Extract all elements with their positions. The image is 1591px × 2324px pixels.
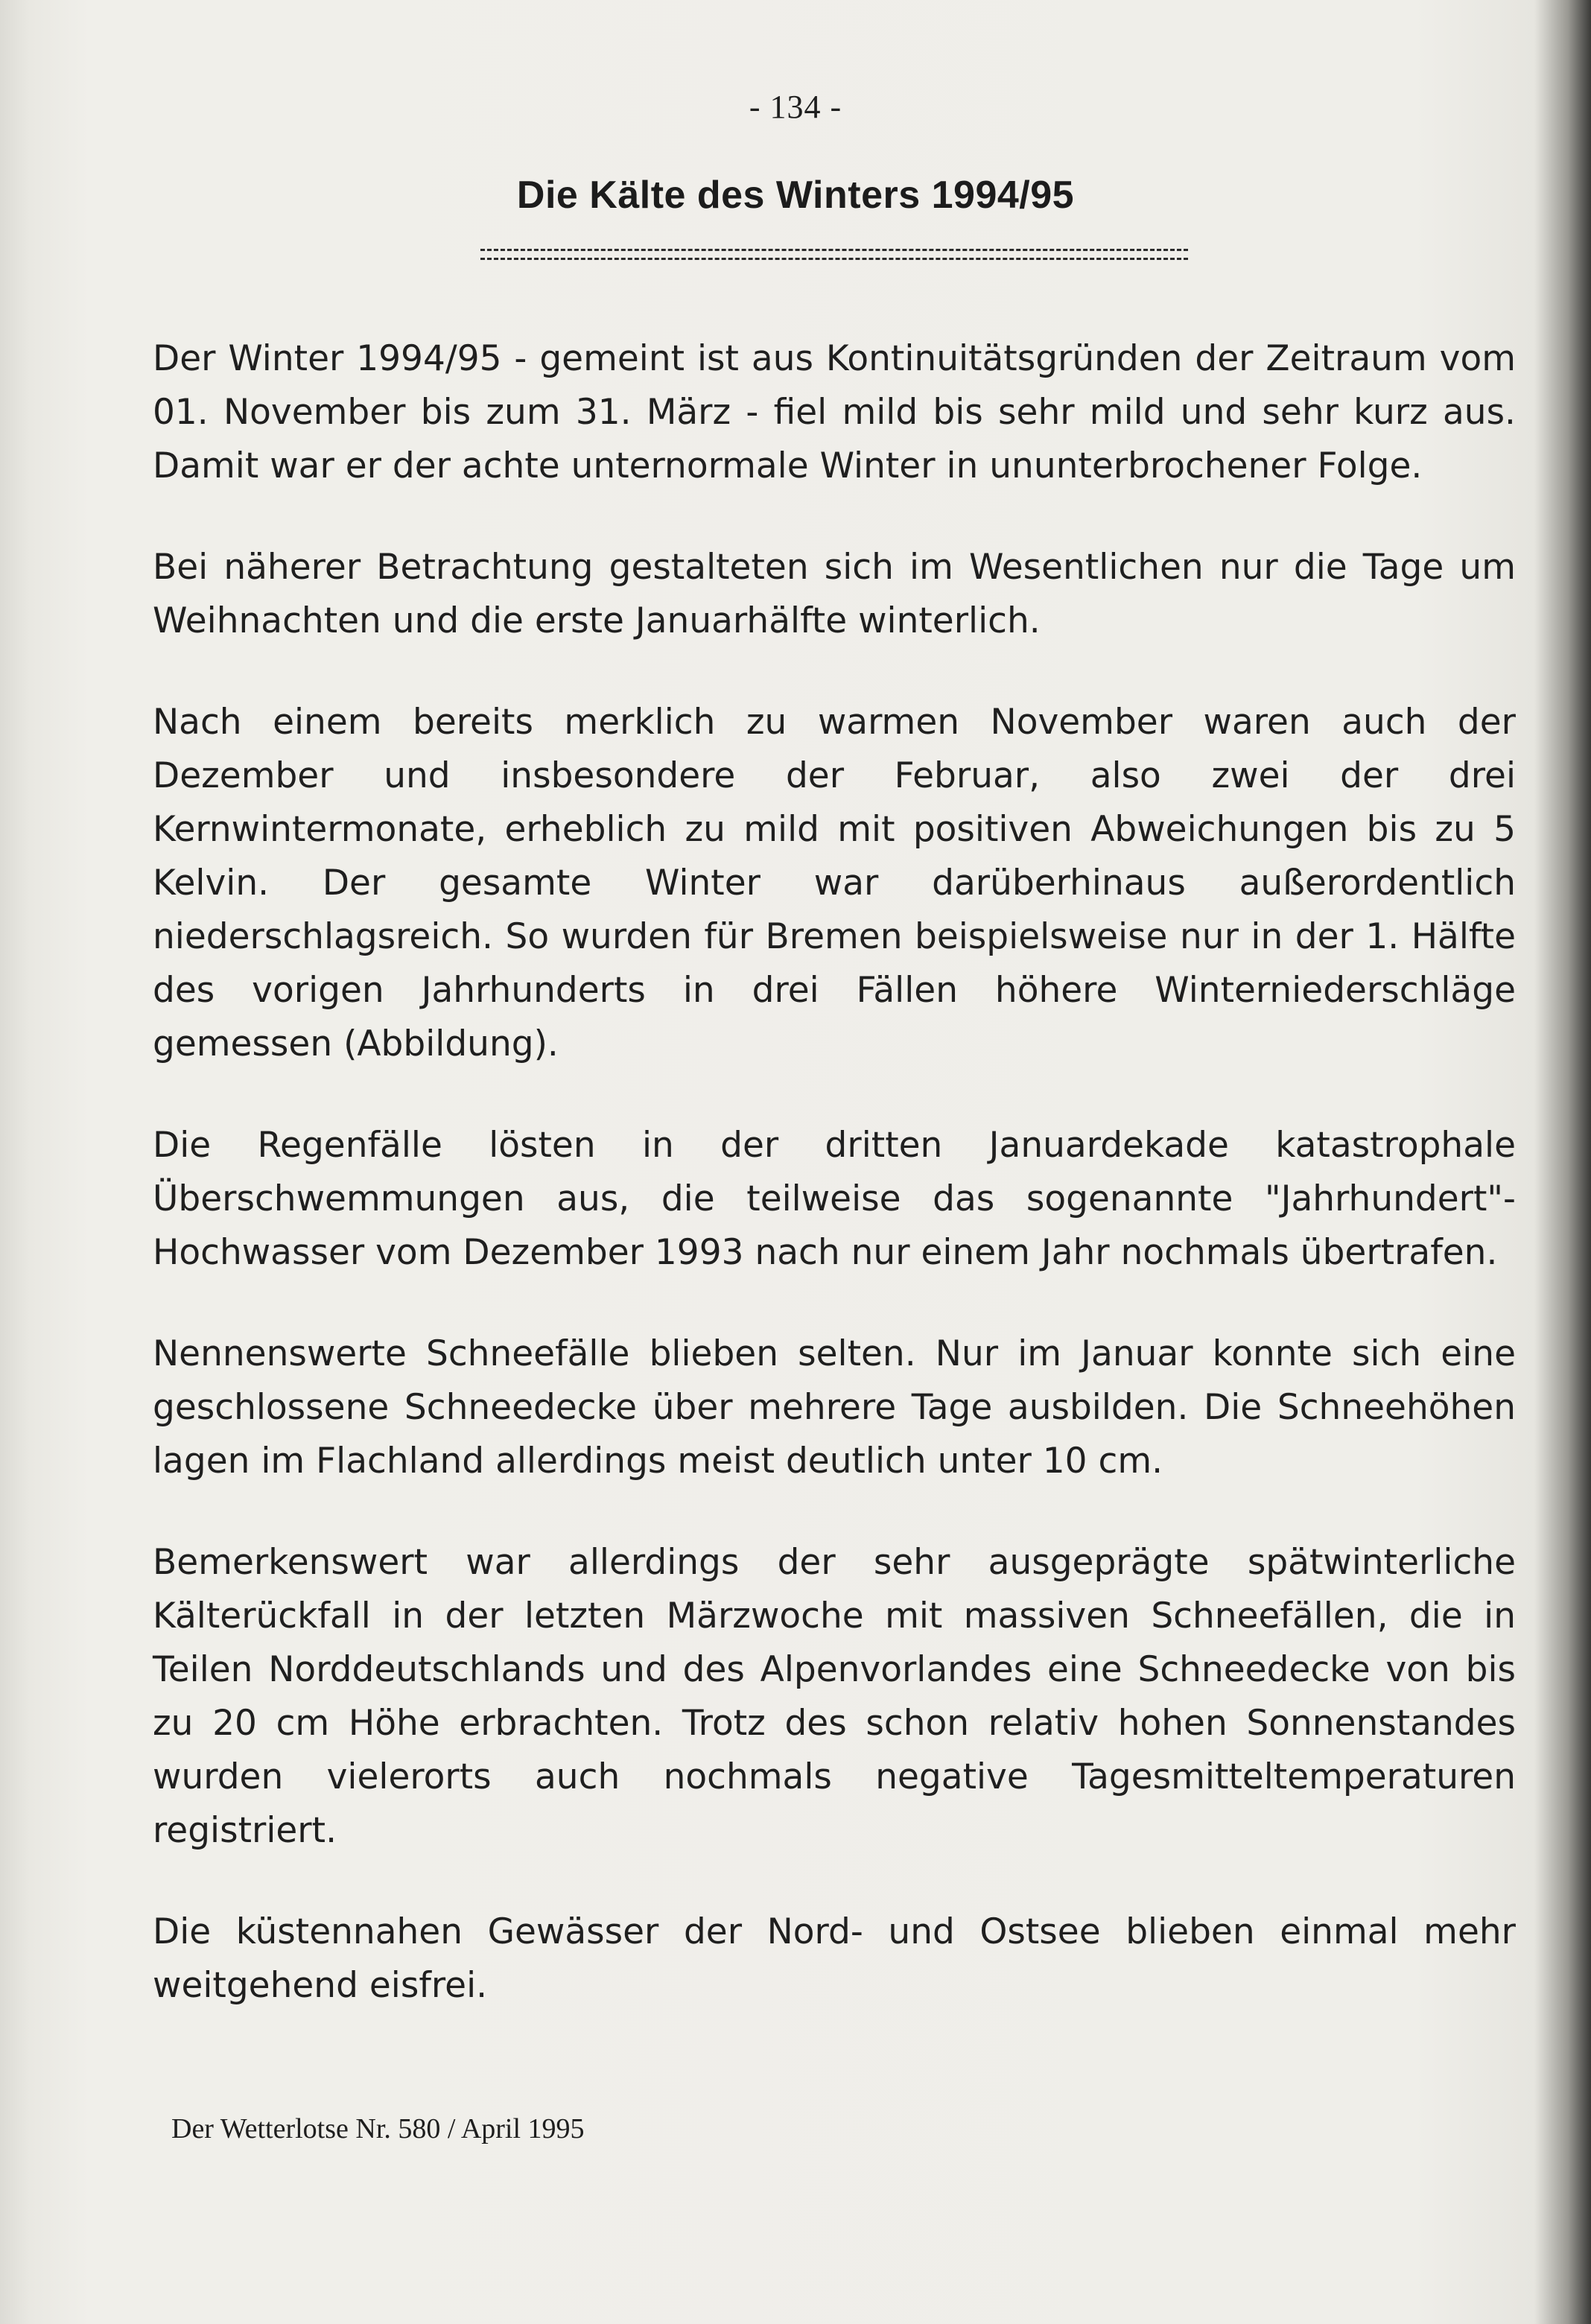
paragraph: Die küstennahen Gewässer der Nord- und Ostsee blieben einmal mehr weitgehend eisfrei.: [153, 1911, 1516, 2006]
page-number: - 134 -: [749, 89, 842, 125]
paragraph: Die Regenfälle lösten in der dritten Januardekade katastrophale Überschwemmungen aus, die teilweise das sogenannte "Jahrhundert"-Hochwasser vom Dezember 1993 nach nur einem Jahr nochmals übertrafen.: [153, 1125, 1516, 1273]
paragraph: Nach einem bereits merklich zu warmen November waren auch der Dezember und insbesondere der Februar, also zwei der drei Kernwintermonate, erheblich zu mild mit positiven Abweichungen bis zu 5 Kelvin. Der gesamte Winter war darüberhinaus außerordentlich niederschlagsreich. So wurden für Bremen beispielsweise nur in der 1. Hälfte des vorigen Jahrhunderts in drei Fällen höhere Winterniederschläge gemessen (Abbildung).: [153, 702, 1516, 1064]
paragraph: Der Winter 1994/95 - gemeint ist aus Kontinuitätsgründen der Zeitraum vom 01. November bis zum 31. März - fiel mild bis sehr mild und sehr kurz aus. Damit war er der achte unternormale Winter in ununterbrochener Folge.: [153, 338, 1516, 486]
publication-footer: Der Wetterlotse Nr. 580 / April 1995: [171, 2113, 585, 2144]
paragraph: Bemerkenswert war allerdings der sehr ausgeprägte spätwinterliche Kälterückfall in der letzten Märzwoche mit massiven Schneefällen, die in Teilen Norddeutschlands und des Alpenvorlandes eine Schneedecke von bis zu 20 cm Höhe erbrachten. Trotz des schon relativ hohen Sonnenstandes wurden vielerorts auch nochmals negative Tagesmitteltemperaturen registriert.: [153, 1542, 1516, 1851]
page-title: Die Kälte des Winters 1994/95: [516, 174, 1075, 217]
paragraph: Bei näherer Betrachtung gestalteten sich im Wesentlichen nur die Tage um Weihnachten und die erste Januarhälfte winterlich.: [153, 547, 1516, 641]
underline-rule-top: [480, 249, 1188, 251]
underline-rule-bottom: [480, 258, 1188, 260]
article-body: [153, 332, 1516, 2060]
title-double-underline: [480, 246, 1188, 262]
paragraph: Nennenswerte Schneefälle blieben selten. Nur im Januar konnte sich eine geschlossene Schneedecke über mehrere Tage ausbilden. Die Schneehöhen lagen im Flachland allerdings meist deutlich unter 10 cm.: [153, 1333, 1516, 1482]
